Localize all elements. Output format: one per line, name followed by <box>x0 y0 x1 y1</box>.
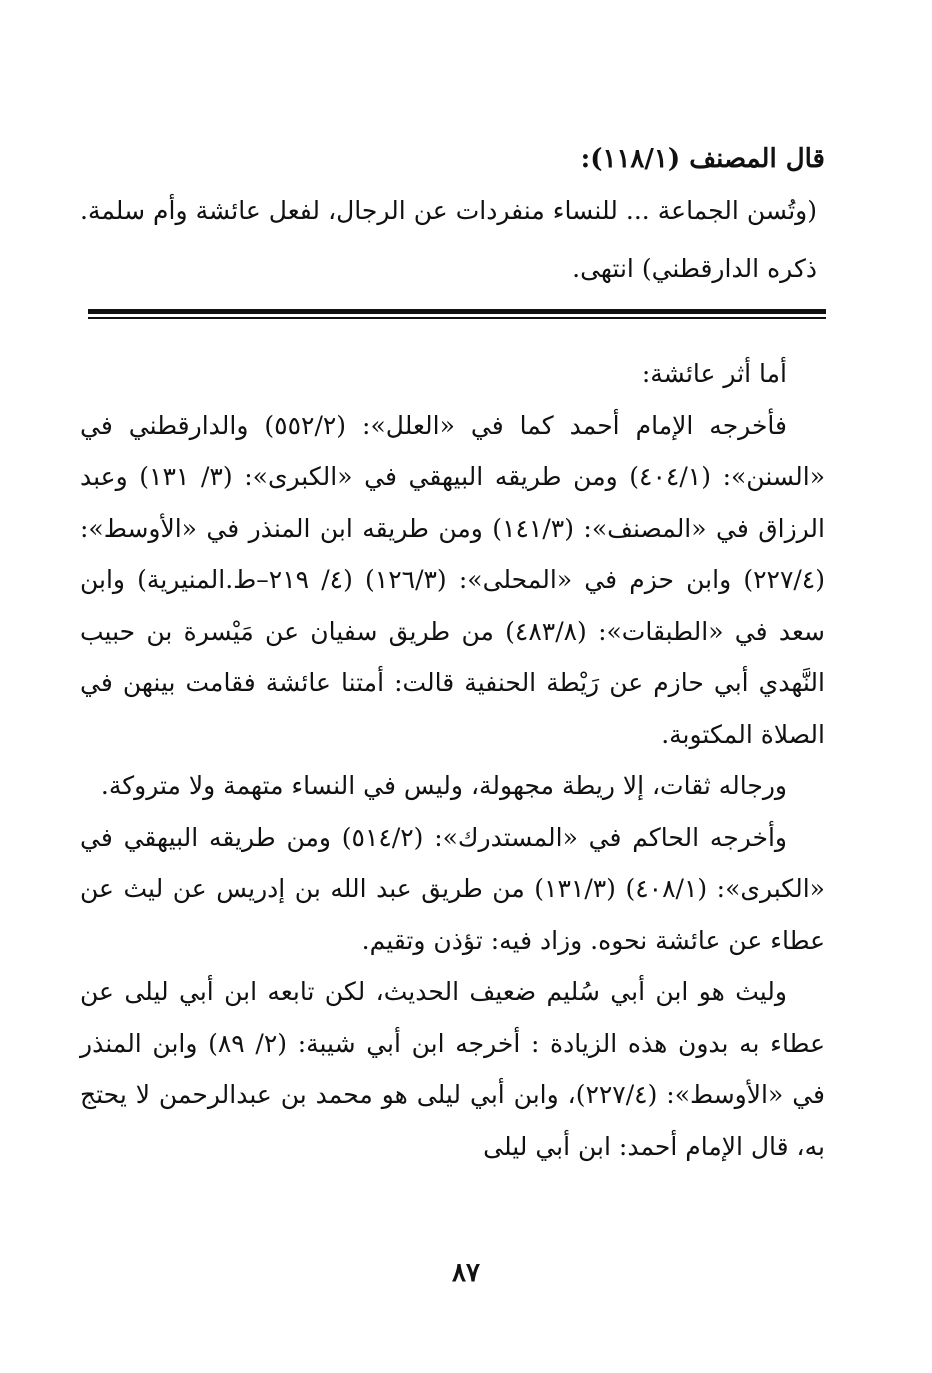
page-number: ٨٧ <box>452 1258 480 1288</box>
paragraph-layth-note: وليث هو ابن أبي سُليم ضعيف الحديث، لكن تابعه ابن أبي ليلى عن عطاء به بدون هذه الزيادة : أخرجه ابن أبي شيبة: (٢/ ٨٩) وابن المنذر في «الأوسط»: (٢٢٧/٤)، وابن أبي ليلى هو محمد بن عبدالرحمن لا يحتج به، قال الإمام أحمد: ابن أبي ليلى <box>80 977 825 1161</box>
paragraph-takhrij-ahmad: فأخرجه الإمام أحمد كما في «العلل»: (٥٥٢/٢) والدارقطني في «السنن»: (٤٠٤/١) ومن طريقه البيهقي في «الكبرى»: (٣/ ١٣١) وعبد الرزاق في «المصنف»: (١٤١/٣) ومن طريقه ابن المنذر في «الأوسط»: (٢٢٧/٤) وابن حزم في «المحلى»: (١٢٦/٣) (٤/ ٢١٩–ط.المنيرية) وابن سعد في «الطبقات»: (٤٨٣/٨) من طريق سفيان عن مَيْسرة بن حبيب النَّهدي أبي حازم عن رَيْطة الحنفية قالت: أمتنا عائشة فقامت بينهن في الصلاة المكتوبة. <box>80 410 826 749</box>
paragraph-heading-aisha: أما أثر عائشة: <box>641 359 787 388</box>
quoted-text-block <box>80 136 825 298</box>
section-divider <box>88 309 826 321</box>
commentary-body <box>80 348 825 1172</box>
paragraph-narrators-note: ورجاله ثقات، إلا ريطة مجهولة، وليس في النساء متهمة ولا متروكة. <box>100 771 787 800</box>
author-quote-heading: قال المصنف (١١٨/١): <box>580 144 825 174</box>
divider-thin-line <box>88 317 826 319</box>
paragraph-takhrij-hakim: وأخرجه الحاكم في «المستدرك»: (٥١٤/٢) ومن طريقه البيهقي في «الكبرى»: (٤٠٨/١) (١٣١/٣) من طريق عبد الله بن إدريس عن ليث عن عطاء عن عائشة نحوه. وزاد فيه: تؤذن وتقيم. <box>80 822 825 955</box>
divider-thick-line <box>88 309 826 314</box>
author-quote-text: (وتُسن الجماعة ... للنساء منفردات عن الرجال، لفعل عائشة وأم سلمة. ذكره الدارقطني) انتهى. <box>80 196 817 283</box>
